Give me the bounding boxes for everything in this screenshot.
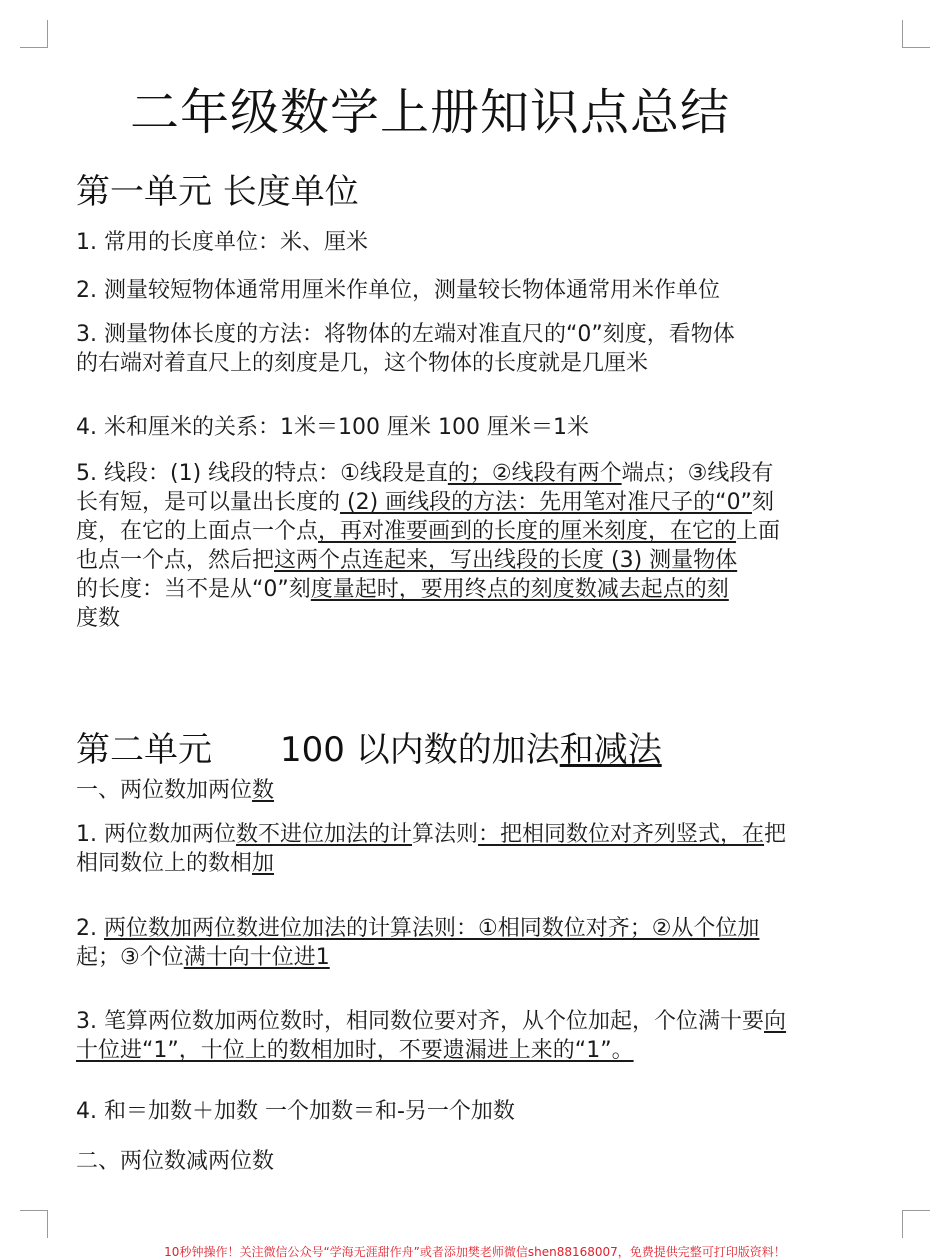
- unit1-point5-line5: [76, 576, 729, 604]
- unit1-point5-line1: [76, 460, 773, 488]
- unit2-point3-line1: [76, 1008, 786, 1036]
- unit1-point4: 4. 米和厘米的关系：1米＝100 厘米 100 厘米＝1米: [76, 415, 589, 440]
- sub1-a: 一、两位数加两位: [76, 778, 253, 803]
- unit2-heading-b: 100 以内数的加法: [280, 730, 560, 770]
- unit1-point3-line2: 的右端对着直尺上的刻度是几，这个物体的长度就是几厘米: [76, 351, 649, 376]
- p5-l4a: 也点一个点，然后把: [76, 548, 275, 573]
- p5-l2c: 刻: [751, 490, 774, 515]
- unit2-point2-line2: [76, 944, 330, 972]
- crop-mark-bottom-left-v: [47, 1210, 48, 1238]
- p5-l2a: 长有短，是可以量出长度的: [76, 490, 341, 515]
- crop-mark-bottom-right-h: [902, 1210, 930, 1211]
- unit2-heading-a: 第二单元: [76, 730, 212, 770]
- crop-mark-top-left-v: [47, 20, 48, 48]
- unit2-heading: [76, 728, 662, 772]
- p5-l5b: 度量起时，要用终点的刻度数减去起点的刻: [310, 577, 729, 602]
- u2p1-l2a: 相同数位上的数相: [76, 851, 253, 876]
- unit2-point2-line1: [76, 915, 759, 943]
- p5-l3a: 度，在它的上面点一个点: [76, 519, 319, 544]
- sub1-b: 数: [252, 778, 275, 803]
- u2p1-l1f: 把: [764, 822, 787, 847]
- u2p2-l2a: 起；③个位: [76, 945, 184, 970]
- unit2-point3-line2: 十位进“1”，十位上的数相加时，不要遗漏进上来的“1”。: [76, 1038, 634, 1063]
- unit1-point5-line6: 度数: [76, 606, 121, 631]
- u2p1-l1b: 数不进位加法的计: [235, 822, 412, 847]
- unit1-point5-line2: [76, 489, 774, 517]
- unit2-point1-line2: [76, 850, 274, 878]
- p5-l1a: 5. 线段：(1) 线段的特点：①线段是直: [76, 461, 448, 486]
- unit2-point4: 4. 和＝加数＋加数 一个加数＝和-另一个加数: [76, 1099, 515, 1124]
- unit2-point1-line1: [76, 821, 786, 849]
- p5-l3b: ，再对准要画到的长度的厘米刻度，在它的: [318, 519, 737, 544]
- unit2-subheading2: 二、两位数减两位数: [76, 1149, 275, 1174]
- u2p1-l1e: 竖式，在: [676, 822, 765, 847]
- u2p2-l2b: 满十向十位进1: [183, 945, 330, 970]
- crop-mark-bottom-right-v: [902, 1210, 903, 1238]
- unit1-heading: 第一单元 长度单位: [76, 172, 359, 212]
- unit1-point2: 2. 测量较短物体通常用厘米作单位，测量较长物体通常用米作单位: [76, 278, 720, 303]
- unit2-subheading1: [76, 777, 274, 805]
- unit1-point5-line3: [76, 518, 780, 546]
- crop-mark-top-right-h: [902, 47, 930, 48]
- u2p1-l1d: ：把相同数位对齐列: [478, 822, 677, 847]
- unit1-point3-line1: 3. 测量物体长度的方法：将物体的左端对准直尺的“0”刻度，看物体: [76, 322, 735, 347]
- crop-mark-top-left-h: [20, 47, 48, 48]
- p5-l4b: 这两个点连起来，写出线段的长度 (3) 测量物体: [274, 548, 738, 573]
- u2p2-l1a: 2.: [76, 916, 104, 941]
- p5-l2b: (2) 画线段的方法：先用笔对准尺子的“0”: [340, 490, 752, 515]
- unit1-point1: 1. 常用的长度单位：米、厘米: [76, 230, 368, 255]
- u2p1-l2b: 加: [252, 851, 275, 876]
- u2p3-l1a: 3. 笔算两位数加两位数时，相同数位要对齐，从个位加起，个位满十要: [76, 1009, 764, 1034]
- p5-l1c: 端点；③线段有: [621, 461, 774, 486]
- unit1-point5-line4: [76, 547, 737, 575]
- u2p1-l1a: 1. 两位数加两位: [76, 822, 236, 847]
- unit2-heading-c: 和减法: [559, 730, 662, 770]
- u2p1-l1c: 算法则: [412, 822, 479, 847]
- document-title: 二年级数学上册知识点总结: [130, 84, 731, 141]
- footer-promo-text: 10秒钟操作！关注微信公众号“学海无涯甜作舟”或者添加樊老师微信shen88168007，免费提供完整可打印版资料！: [164, 1245, 786, 1259]
- u2p3-l1b: 向: [764, 1009, 787, 1034]
- crop-mark-bottom-left-h: [20, 1210, 48, 1211]
- u2p2-l1b: 两位数加两位数进位加法的计算法则：①相同数位对齐；②从个位加: [103, 916, 760, 941]
- crop-mark-top-right-v: [902, 20, 903, 48]
- p5-l1b: 的；②线段有两个: [447, 461, 622, 486]
- p5-l3c: 上面: [736, 519, 781, 544]
- p5-l5a: 的长度：当不是从“0”刻: [76, 577, 311, 602]
